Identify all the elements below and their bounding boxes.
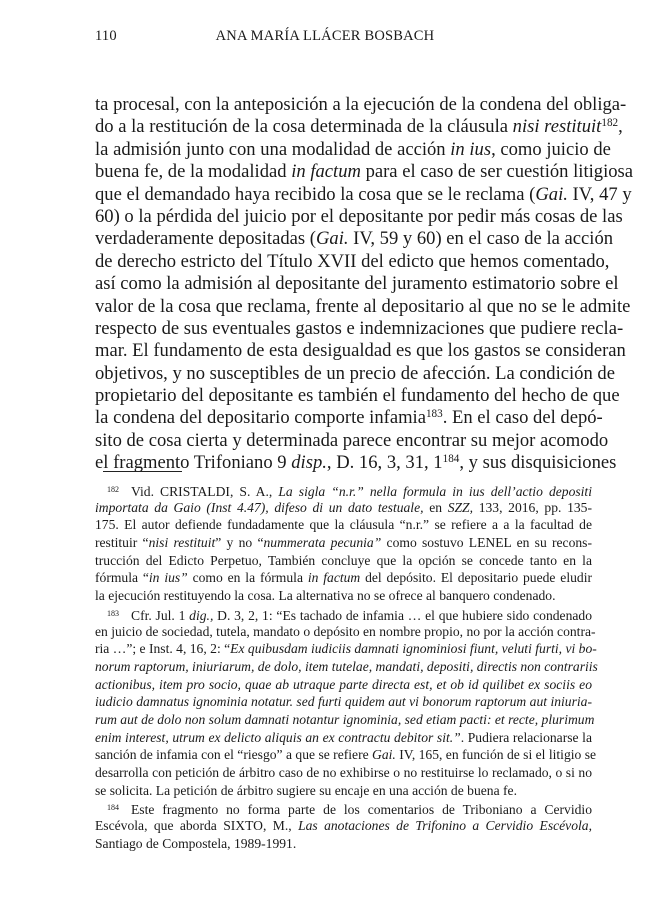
text-run: ,	[618, 116, 623, 138]
footnotes	[95, 481, 598, 852]
italic-text: Gai.	[535, 183, 568, 205]
text-run: buena fe, de la modalidad	[95, 161, 292, 183]
footnote-line	[95, 729, 592, 747]
footnote-reference: 184	[442, 453, 460, 466]
text-run: objetivos, y no susceptibles de un precio de afección. La condición de	[95, 362, 615, 384]
text-run: ” y no “	[215, 535, 264, 551]
text-run: se solicita. La petición de árbitro sugiere su encaje en una acción de buena fe.	[95, 782, 517, 798]
italic-text: in factum	[291, 161, 361, 183]
footnote-line	[95, 534, 592, 552]
text-run: propietario del depositante es también el fundamento del hecho de que	[95, 385, 620, 407]
footnote-line	[95, 658, 598, 676]
text-run: de derecho estricto del Título XVII del edicto que hemos comentado,	[95, 250, 610, 272]
text-run: sito de cosa cierta y determinada parece encontrar su mejor acomodo	[95, 429, 609, 451]
body-line	[95, 362, 615, 385]
italic-text: nummerata pecunia”	[263, 535, 382, 551]
text-run: . En el caso del depó-	[442, 407, 603, 429]
text-run: valor de la cosa que reclama, frente al depositario al que no se le admite	[95, 295, 631, 317]
italic-text: disp.	[291, 452, 327, 474]
body-line	[95, 317, 624, 340]
text-run: 133, 2016, pp. 135-	[473, 499, 592, 515]
footnote-line	[95, 782, 592, 800]
italic-text: Las anotaciones de Trifonino a Cervidio Escévola	[298, 818, 589, 834]
italic-text: importata da Gaio (Inst 4.47), difeso di un dato testuale,	[95, 499, 424, 515]
body-line	[95, 429, 609, 452]
footnote-line	[95, 605, 592, 623]
text-run: para el caso de ser cuestión litigiosa	[360, 161, 634, 183]
text-run: verdaderamente depositadas (	[95, 228, 316, 250]
body-line	[95, 116, 623, 138]
text-run: Este fragmento no forma parte de los comentarios de Triboniano a Cervidio	[131, 802, 592, 818]
footnote-184	[95, 799, 592, 852]
footnote-line	[95, 587, 592, 605]
footnote-line	[95, 623, 596, 641]
footnote-line	[95, 676, 592, 694]
italic-text: Gai.	[315, 228, 349, 250]
italic-text: in ius	[450, 138, 492, 160]
body-line	[95, 228, 614, 250]
footnote-line	[95, 569, 592, 587]
italic-text: La sigla “n.r.” nella formula in ius dell’actio depositi	[278, 484, 592, 499]
text-run: , como juicio de	[491, 138, 611, 160]
text-run: do a la restitución de la cosa determinada de la cláusula	[95, 116, 513, 138]
footnote-line	[95, 746, 597, 764]
footnote-line	[95, 799, 592, 817]
footnote-line	[95, 711, 595, 729]
body-line	[95, 385, 620, 407]
italic-text: iudicio damnatus ignominia notatur. sed furti quidem aut vi bonorum raptorum aut iniuria-	[95, 694, 592, 710]
text-run: ,	[588, 818, 592, 834]
footnote-line	[95, 693, 592, 711]
text-run: IV, 165, en función de si el litigio se	[395, 747, 597, 763]
text-run: la condena del depositario comporte infamia	[95, 407, 426, 429]
body-line	[95, 250, 610, 273]
body-text	[95, 94, 634, 475]
text-run: trucción del Edicto Perpetuo, También concluye que la opción se concede tanto en la	[95, 552, 592, 568]
text-run: 175. El autor defiende fundadamente que la cláusula “n.r.” se refiere a a la facultad de	[95, 517, 592, 533]
body-line	[95, 295, 631, 318]
text-run: así como la admisión al depositante del juramento estimatorio sobre el	[95, 273, 619, 295]
running-title: ANA MARÍA LLÁCER BOSBACH	[215, 28, 435, 44]
italic-text: enim interest, utrum ex delicto aliquis an ex contractu debitor sit.”	[95, 729, 461, 745]
footnote-182	[95, 481, 592, 605]
text-run: desarrolla con petición de árbitro caso de no exhibirse o no restituirse lo reclamado, o si no	[95, 765, 592, 780]
italic-text: actionibus, item pro socio, quae ab utraque parte directa est, et ob id quilibet ex sociis eo	[95, 676, 592, 692]
footnote-reference: 182	[601, 117, 619, 130]
footnote-line	[95, 764, 592, 782]
text-run: restituir “	[95, 535, 149, 551]
text-run: sanción de infamia con el “riesgo” a que se refiere	[95, 747, 373, 763]
text-run: IV, 47 y	[567, 183, 632, 205]
text-run: Vid. CRISTALDI, S. A.,	[131, 484, 279, 499]
body-line	[95, 161, 634, 183]
footnote-line	[95, 499, 592, 517]
body-line	[95, 340, 626, 362]
italic-text: in factum	[307, 570, 361, 586]
footnote-separator	[103, 471, 182, 472]
text-run: el fragmento Trifoniano 9	[95, 452, 292, 474]
body-line	[95, 138, 611, 161]
text-run: en	[423, 499, 448, 515]
text-run: IV, 59 y 60) en el caso de la acción	[348, 228, 614, 250]
text-run: 60) o la pérdida del juicio por el depositante por pedir más cosas de las	[95, 205, 623, 227]
text-run: respecto de sus eventuales gastos e indemnizaciones que pudiere recla-	[95, 317, 624, 339]
body-line	[95, 205, 623, 228]
text-run: como en la fórmula	[187, 570, 308, 586]
page-number: 110	[95, 28, 117, 44]
text-run: fórmula “	[95, 570, 149, 586]
text-run: . Pudiera relacionarse la	[460, 729, 592, 745]
text-run: la admisión junto con una modalidad de acción	[95, 138, 451, 160]
text-run: que el demandado haya recibido la cosa que se le reclama (	[95, 183, 536, 205]
text-run: la ejecución restituyendo la cosa. La alternativa no se ofrece al banquero condenado.	[95, 588, 556, 604]
footnote-line	[95, 481, 592, 499]
body-line	[95, 94, 627, 116]
text-run: mar. El fundamento de esta desigualdad es que los gastos se consideran	[95, 340, 626, 362]
footnote-line	[95, 516, 592, 534]
text-run: , D. 16, 3, 31, 1	[326, 452, 443, 474]
text-run: , y sus disquisiciones	[459, 452, 617, 474]
footnote-line	[95, 552, 592, 570]
text-run: en juicio de sociedad, tutela, mandato o depósito en nombre propio, no por la acción contra-	[95, 623, 596, 639]
italic-text: nisi restituit	[148, 535, 216, 551]
footnote-183	[95, 605, 598, 800]
footnote-line	[95, 835, 592, 853]
text-run: D. 3, 2, 1: “Es tachado de infamia … el que hubiere sido condenado	[213, 607, 592, 623]
italic-text: norum raptorum, iniuriarum, de dolo, item tutelae, mandati, depositi, directis non contrariis	[95, 658, 598, 674]
text-run: Cfr. Jul. 1	[131, 607, 190, 623]
footnote-line	[95, 640, 597, 658]
italic-text: Gai.	[372, 747, 396, 763]
text-run: ria …”; e Inst. 4, 16, 2: “	[95, 641, 231, 657]
text-run: Santiago de Compostela, 1989-1991.	[95, 835, 297, 851]
italic-text: SZZ,	[447, 499, 474, 515]
text-run: ta procesal, con la anteposición a la ejecución de la condena del obliga-	[95, 94, 627, 115]
body-line	[95, 407, 603, 429]
footnote-line	[95, 817, 592, 835]
italic-text: dig.,	[189, 607, 214, 623]
italic-text: nisi restituit	[512, 116, 602, 138]
text-run: del depósito. El depositario puede eludir	[360, 570, 592, 586]
body-line	[95, 183, 632, 206]
italic-text: Ex quibusdam iudiciis damnati ignominiosi fiunt, veluti furti, vi bo-	[230, 641, 597, 657]
text-run: Escévola, que aborda SIXTO, M.,	[95, 818, 299, 834]
body-line	[95, 273, 619, 295]
italic-text: in ius”	[148, 570, 188, 586]
footnote-number: 182	[107, 485, 119, 494]
footnote-number: 183	[107, 608, 119, 618]
footnote-number: 184	[107, 803, 119, 813]
italic-text: rum aut de dolo non solum damnati notantur ignominia, sed etiam pacti: et recte, plurimum	[95, 711, 595, 727]
text-run: como sostuvo LENEL en su recons-	[381, 535, 592, 551]
footnote-reference: 183	[425, 408, 443, 421]
